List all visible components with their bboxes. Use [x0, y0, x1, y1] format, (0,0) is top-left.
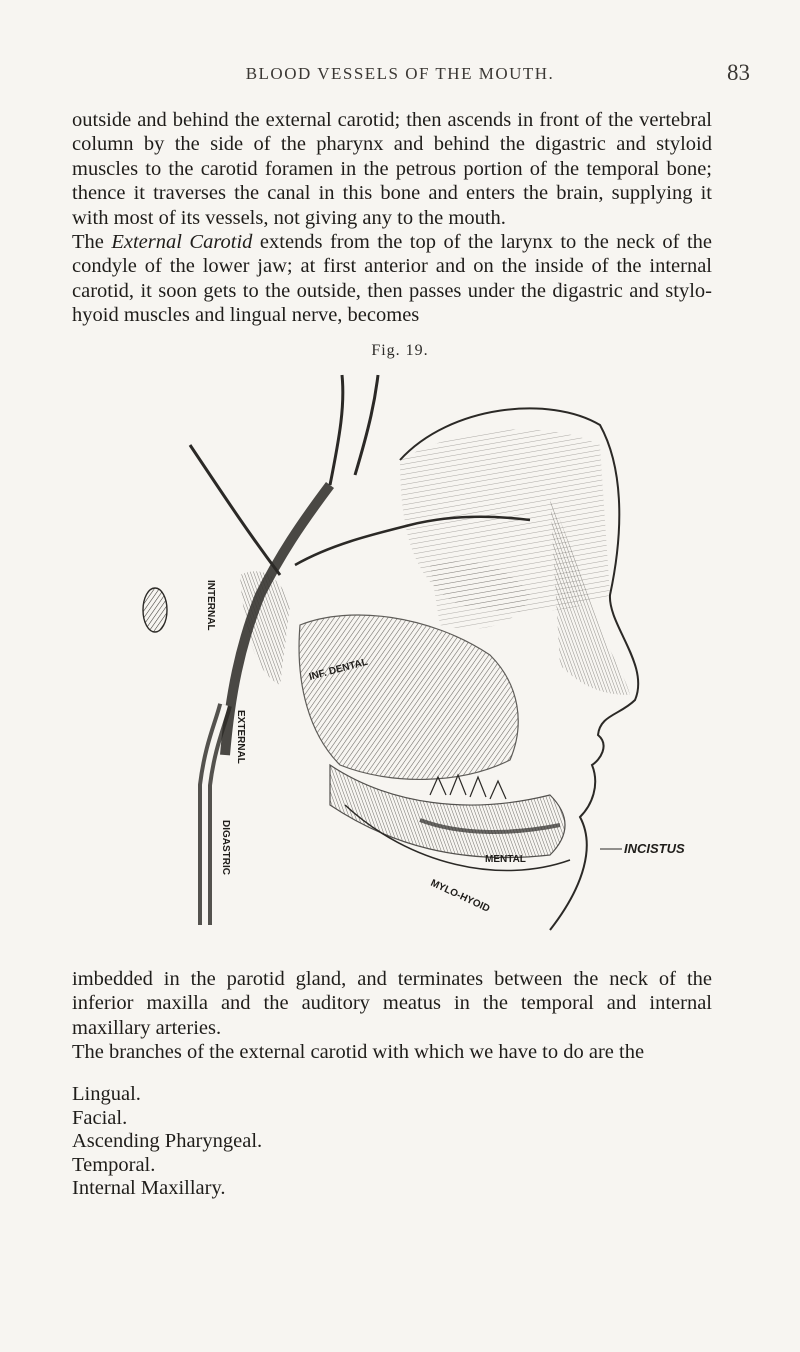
ear-region — [143, 588, 167, 632]
figure-caption: Fig. 19. — [371, 342, 429, 359]
paragraph-continued: outside and behind the external carotid; then ascends in front of the vertebral column by the side of the pharynx and behind the digastric and styloid muscles to the carotid foramen in the petrous portion of the temporal bone; thence it traverses the canal in this bone and enters the brain, supplying it with most of its vessels, not giving any to the mouth. — [72, 109, 712, 229]
label-digastric: DIGASTRIC — [220, 820, 231, 875]
list-item: Internal Maxillary. — [72, 1177, 226, 1199]
paragraph-external-carotid — [72, 230, 712, 328]
list-item: Facial. — [72, 1106, 128, 1129]
label-mental: MENTAL — [485, 854, 526, 865]
list-item: Temporal. — [72, 1153, 156, 1176]
mandible-region — [330, 765, 565, 858]
anatomical-illustration — [130, 365, 685, 965]
running-title: BLOOD VESSELS OF THE MOUTH. — [245, 64, 555, 83]
paragraph-emphasis: External Carotid — [111, 231, 253, 254]
lower-text — [72, 967, 712, 1065]
paragraph-terminates: imbedded in the parotid gland, and terminates between the neck of the inferior maxilla and the auditory meatus in the temporal and internal maxillary arteries. — [72, 968, 712, 1039]
label-inf-dental: INF. DENTAL — [307, 656, 370, 683]
head-blood-vessels-engraving — [130, 365, 685, 965]
masseter-region — [299, 615, 518, 779]
paragraph-branches-intro: The branches of the external carotid with which we have to do are the — [72, 1041, 645, 1064]
list-item: Ascending Pharyngeal. — [72, 1130, 263, 1152]
label-internal: INTERNAL — [205, 580, 216, 631]
paragraph-rest: extends from the top of the larynx to the neck of the condyle of the lower jaw; at first anterior and on the inside of the internal carotid, it soon gets to the outside, then passes under the digastric and stylo-hyoid muscles and lingual nerve, becomes — [72, 231, 713, 327]
label-incistus: INCISTUS — [624, 841, 685, 856]
branches-list — [72, 1083, 262, 1201]
label-external: EXTERNAL — [235, 710, 246, 764]
label-mylo-hyoid: MYLO-HYOID — [428, 877, 492, 915]
upper-text — [72, 108, 712, 328]
running-head — [0, 60, 800, 90]
paragraph-lead: The — [72, 231, 112, 254]
list-item: Lingual. — [72, 1083, 141, 1105]
page-number: 83 — [727, 60, 750, 85]
